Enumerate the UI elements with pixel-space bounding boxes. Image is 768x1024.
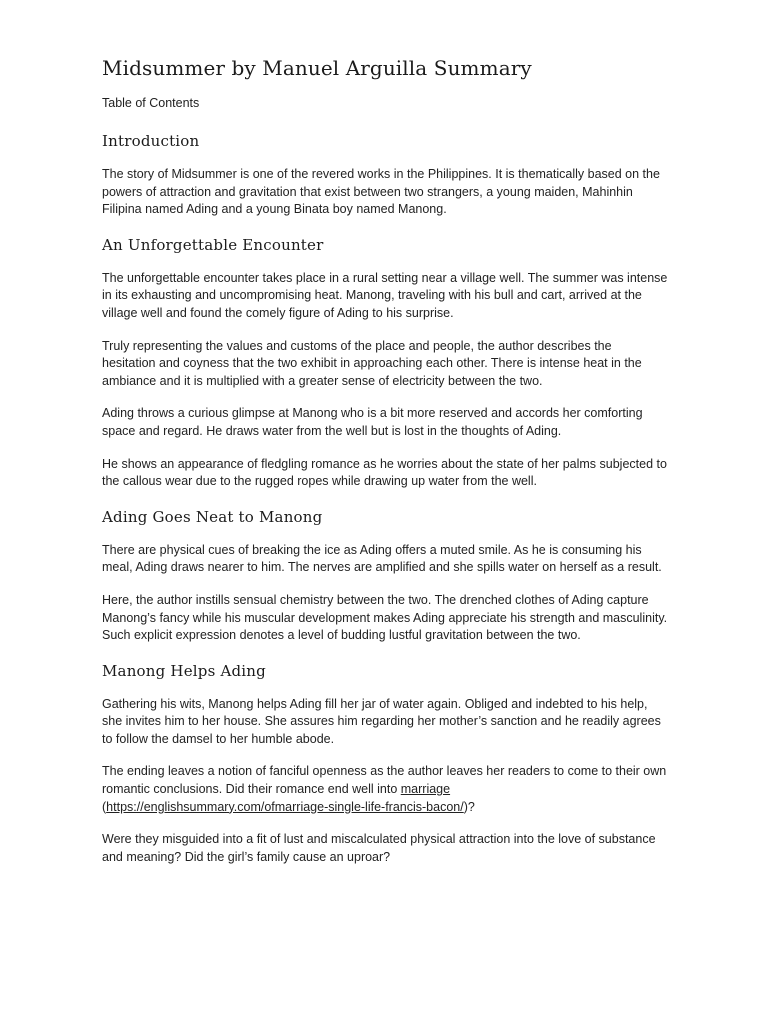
paragraph-text: The ending leaves a notion of fanciful openness as the author leaves her readers to come to their own romantic conclusions. Did their romance end well into <box>102 764 667 797</box>
section-introduction <box>102 130 668 219</box>
paragraph-with-link <box>102 763 668 816</box>
section-heading: Ading Goes Neat to Manong <box>102 507 323 526</box>
paragraph: The unforgettable encounter takes place in a rural setting near a village well. The summer was intense in its exhausting and uncompromising heat. Manong, traveling with his bull and cart, arrived at the village well and found the comely figure of Ading to his surprise. <box>102 270 668 320</box>
document-page <box>102 52 668 881</box>
marriage-url-link[interactable]: https://englishsummary.com/ofmarriage-single-life-francis-bacon/ <box>106 799 464 814</box>
paragraph: Here, the author instills sensual chemistry between the two. The drenched clothes of Ading capture Manong’s fancy while his muscular development makes Ading appreciate his strength and masculinity. Such explicit expression denotes a level of budding lustful gravitation between the two. <box>102 592 668 643</box>
section-heading: Manong Helps Ading <box>102 661 266 680</box>
paragraph: Gathering his wits, Manong helps Ading fill her jar of water again. Obliged and indebted to his help, she invites him to her house. She assures him regarding her mother’s sanction and he readily agrees to follow the damsel to her humble abode. <box>102 696 661 746</box>
section-ading-goes-neat <box>102 506 668 645</box>
paragraph: Were they misguided into a fit of lust and miscalculated physical attraction into the love of substance and meaning? Did the girl’s family cause an uproar? <box>102 832 656 864</box>
section-heading: Introduction <box>102 132 200 150</box>
section-heading: An Unforgettable Encounter <box>102 235 324 254</box>
paragraph-text-end: )? <box>463 799 475 814</box>
paragraph: Ading throws a curious glimpse at Manong who is a bit more reserved and accords her comforting space and regard. He draws water from the well but is lost in the thoughts of Ading. <box>102 406 643 438</box>
paren-open: ( <box>102 799 107 814</box>
paragraph: Truly representing the values and customs of the place and people, the author describes the hesitation and coyness that the two exhibit in approaching each other. There is intense heat in the ambiance and it is multiplied with a greater sense of electricity between the two. <box>102 338 642 388</box>
paragraph: The story of Midsummer is one of the revered works in the Philippines. It is thematically based on the powers of attraction and gravitation that exist between two strangers, a young maiden, Mahinhin Filipina named Ading and a young Binata boy named Manong. <box>102 167 660 217</box>
marriage-link[interactable]: marriage <box>400 782 451 797</box>
document-title: Midsummer by Manuel Arguilla Summary <box>102 56 532 80</box>
section-manong-helps-ading <box>102 660 668 867</box>
paragraph: There are physical cues of breaking the ice as Ading offers a muted smile. As he is consuming his meal, Ading draws nearer to him. The nerves are amplified and she spills water on herself as a result. <box>102 542 662 575</box>
paragraph: He shows an appearance of fledgling romance as he worries about the state of her palms subjected to the callous wear due to the rugged ropes while drawing up water from the well. <box>102 456 667 489</box>
table-of-contents-label[interactable]: Table of Contents <box>102 96 200 110</box>
section-unforgettable-encounter <box>102 234 668 491</box>
